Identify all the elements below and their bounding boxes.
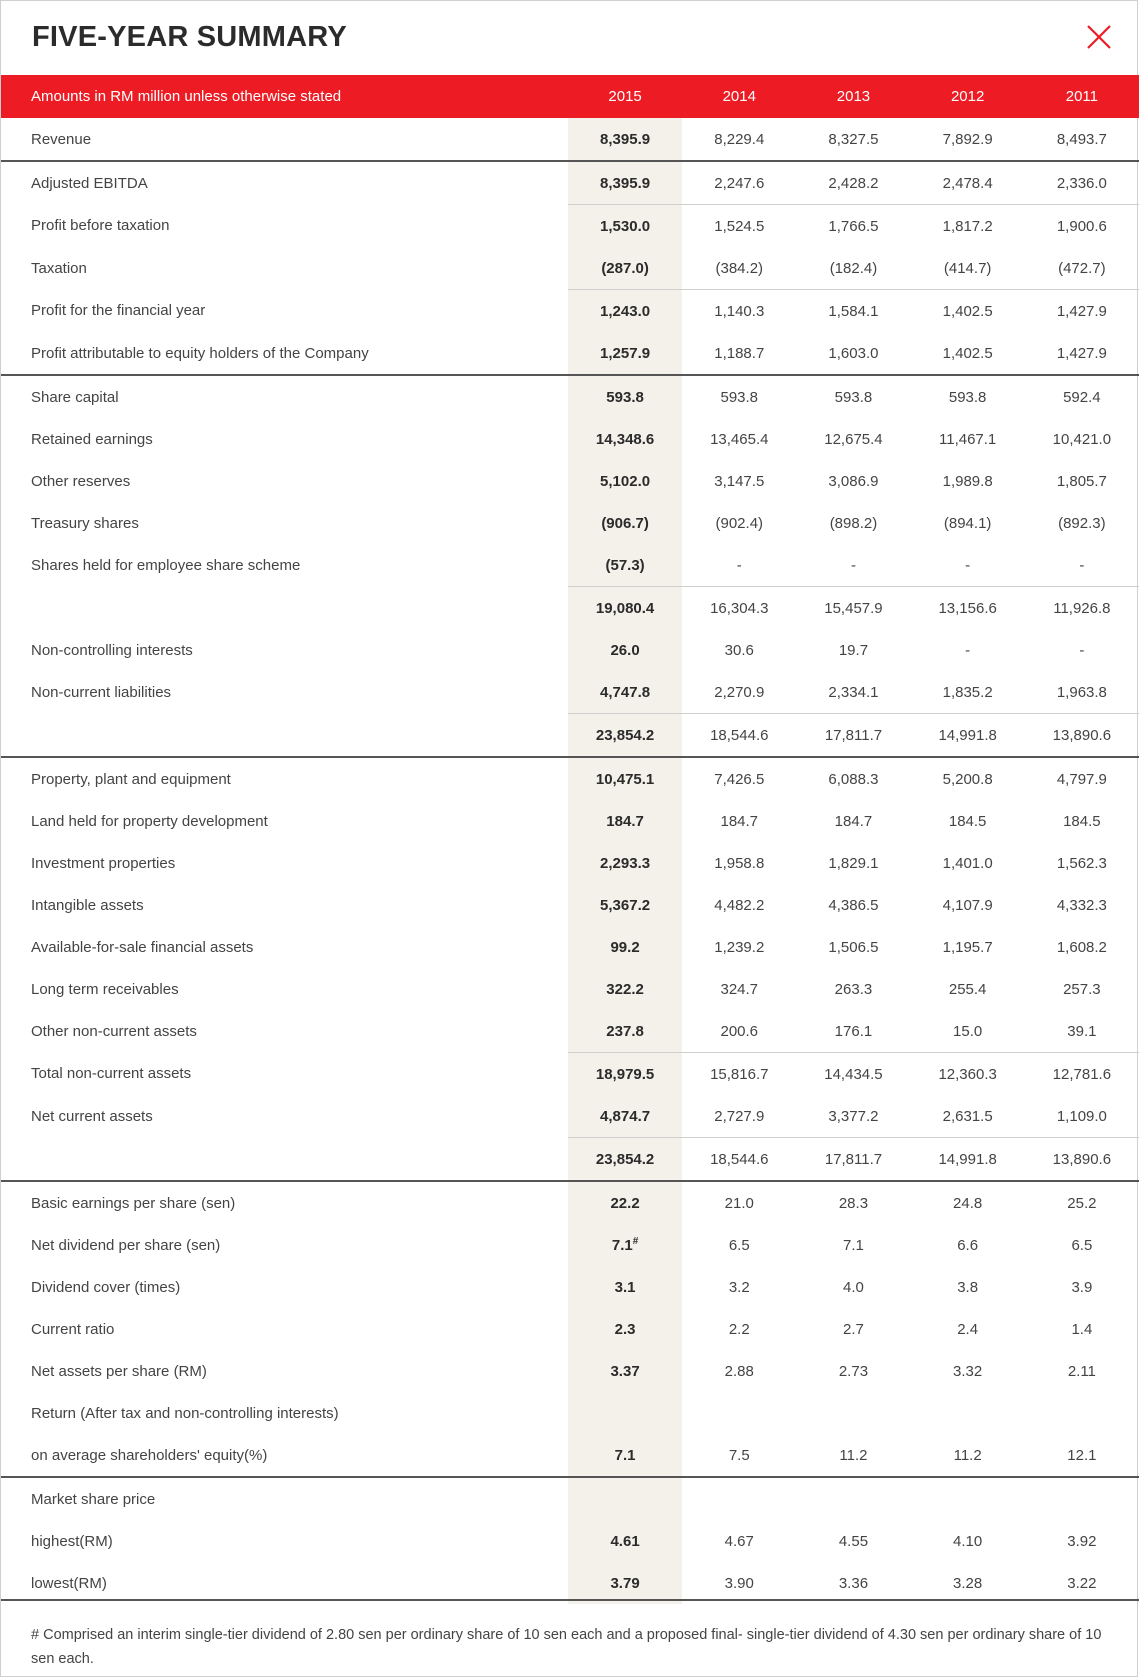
value-cell-current: (57.3): [568, 544, 682, 587]
value-cell: 17,811.7: [796, 1138, 910, 1182]
table-row: [1, 205, 1139, 248]
value-cell: 184.7: [834, 812, 873, 830]
value-cell: [911, 1477, 1025, 1520]
value-cell: 2.88: [724, 1362, 754, 1380]
value-cell: 14,991.8: [911, 1138, 1025, 1182]
row-label: Taxation: [31, 259, 87, 277]
value-cell: 176.1: [834, 1022, 873, 1040]
row-label: Revenue: [31, 130, 92, 148]
value-cell: 13,465.4: [710, 430, 769, 448]
value-cell: 6.6: [957, 1236, 979, 1254]
value-cell: 2,631.5: [942, 1107, 993, 1125]
value-cell: 4,107.9: [942, 896, 993, 914]
table-row: [1, 247, 1139, 290]
value-cell-current: 5,367.2: [568, 884, 682, 926]
value-cell: 7,426.5: [682, 757, 796, 800]
header-year: 2015: [568, 75, 682, 118]
value-cell-current: 1,243.0: [568, 290, 682, 333]
value-cell: 1,506.5: [828, 938, 879, 956]
value-cell: 1,239.2: [714, 938, 765, 956]
table-row: [1, 161, 1139, 205]
value-cell-current: 18,979.5: [568, 1053, 682, 1096]
table-row: [1, 1562, 1139, 1604]
table-row: [1, 629, 1139, 671]
footnote: # Comprised an interim single-tier dividend of 2.80 sen per ordinary share of 10 sen each and a proposed final- single-tier dividend of 4.30 sen per ordinary share of 10 sen each.: [31, 1627, 1102, 1667]
value-cell: 7,892.9: [942, 130, 993, 148]
table-row: [1, 1392, 1139, 1434]
value-cell: 1,584.1: [796, 290, 910, 333]
value-cell: 16,304.3: [682, 587, 796, 630]
value-cell: 3.92: [1067, 1532, 1097, 1550]
value-cell: 1,188.7: [714, 344, 765, 362]
value-cell: 5,200.8: [911, 757, 1025, 800]
table-row: [1, 502, 1139, 544]
row-label: lowest(RM): [31, 1574, 107, 1592]
table-row: [1, 842, 1139, 884]
table-row: [1, 1224, 1139, 1266]
value-cell: 28.3: [796, 1181, 910, 1224]
value-cell: 1,963.8: [1056, 683, 1107, 701]
table-row: [1, 1350, 1139, 1392]
row-label: [1, 1138, 568, 1182]
row-label: Market share price: [1, 1477, 568, 1520]
row-label: Shares held for employee share scheme: [31, 556, 301, 574]
value-cell: 12,360.3: [911, 1053, 1025, 1096]
value-cell: 592.4: [1025, 375, 1139, 418]
value-cell: 21.0: [682, 1181, 796, 1224]
row-label: Net current assets: [31, 1107, 153, 1125]
row-label: Net assets per share (RM): [31, 1362, 207, 1380]
row-label: Long term receivables: [31, 980, 179, 998]
value-cell: 13,156.6: [911, 587, 1025, 630]
value-cell: 200.6: [720, 1022, 759, 1040]
row-label: Adjusted EBITDA: [1, 161, 568, 205]
row-label: on average shareholders' equity(%): [31, 1446, 268, 1464]
table-row: [1, 460, 1139, 502]
value-cell: 255.4: [948, 980, 987, 998]
row-label: Profit attributable to equity holders of the Company: [31, 344, 369, 362]
value-cell: 2.73: [838, 1362, 869, 1380]
table-row: [1, 1181, 1139, 1224]
value-cell: 1,829.1: [828, 854, 879, 872]
value-cell: 19.7: [838, 641, 869, 659]
value-cell: 39.1: [1067, 1022, 1097, 1040]
table-row: [1, 118, 1139, 161]
value-cell: (384.2): [715, 259, 764, 277]
value-cell: 15,457.9: [796, 587, 910, 630]
value-cell: -: [965, 556, 971, 574]
value-cell-current: [568, 1224, 682, 1266]
value-cell-current: (287.0): [568, 247, 682, 290]
value-cell: 2,428.2: [796, 161, 910, 205]
value-cell: 1,524.5: [682, 205, 796, 248]
table-row: [1, 926, 1139, 968]
value-cell: 2.2: [728, 1320, 750, 1338]
value-cell: -: [1079, 641, 1085, 659]
value-cell: 8,229.4: [714, 130, 765, 148]
value-cell: 2,336.0: [1025, 161, 1139, 205]
value-cell: 3.28: [953, 1574, 983, 1592]
table-row: [1, 1266, 1139, 1308]
value-cell: 263.3: [834, 980, 873, 998]
row-label: Treasury shares: [31, 514, 139, 532]
value-cell: 1,401.0: [942, 854, 993, 872]
table-row: [1, 671, 1139, 714]
value-cell: 8,327.5: [828, 130, 879, 148]
value-cell-current: 237.8: [568, 1010, 682, 1053]
table-row: [1, 884, 1139, 926]
table-row: [1, 1138, 1139, 1182]
table-row: [1, 1520, 1139, 1562]
value-cell-current: 26.0: [568, 629, 682, 671]
row-label: Non-current liabilities: [31, 683, 172, 701]
value-cell: 1.4: [1071, 1320, 1093, 1338]
value-cell: (182.4): [829, 259, 878, 277]
value-cell-current: 4,874.7: [568, 1095, 682, 1138]
value-cell: -: [965, 641, 971, 659]
header-year: 2013: [796, 75, 910, 118]
value-cell: 257.3: [1063, 980, 1101, 998]
value-cell: 3.8: [957, 1278, 979, 1296]
value-cell-current: 22.2: [568, 1181, 682, 1224]
value-cell: -: [1079, 556, 1085, 574]
header-label: Amounts in RM million unless otherwise stated: [1, 75, 568, 118]
value-cell: 2,270.9: [714, 683, 765, 701]
value-cell-current: 14,348.6: [568, 418, 682, 460]
value-cell-current: 593.8: [568, 375, 682, 418]
value-cell-current: 4.61: [568, 1520, 682, 1562]
value-cell: 13,890.6: [1025, 714, 1139, 758]
value-cell: 1,402.5: [942, 344, 993, 362]
value-cell: 1,562.3: [1056, 854, 1107, 872]
value-cell-current: 23,854.2: [568, 1138, 682, 1182]
value-cell: 11,467.1: [939, 430, 997, 448]
value-cell-current: 10,475.1: [568, 757, 682, 800]
row-label: Current ratio: [31, 1320, 115, 1338]
panel-header: [1, 1, 1137, 75]
table-row: [1, 757, 1139, 800]
value-cell: 11.2: [839, 1446, 868, 1464]
value-cell: 25.2: [1025, 1181, 1139, 1224]
value-cell: 14,434.5: [796, 1053, 910, 1096]
table-row: [1, 1095, 1139, 1138]
row-label: Net dividend per share (sen): [31, 1236, 221, 1254]
table-row: [1, 375, 1139, 418]
row-label: [1, 714, 568, 758]
value-cell-current: 3.37: [568, 1350, 682, 1392]
value-cell-current: 8,395.9: [568, 161, 682, 205]
value-cell: [1025, 1392, 1139, 1434]
value-cell: (414.7): [943, 259, 992, 277]
row-label: Return (After tax and non-controlling interests): [31, 1404, 339, 1422]
value-cell: 1,140.3: [682, 290, 796, 333]
value-cell: 1,402.5: [911, 290, 1025, 333]
value-cell: 12,675.4: [824, 430, 883, 448]
value-cell: 15,816.7: [682, 1053, 796, 1096]
value-cell: 2.7: [843, 1320, 864, 1338]
value-cell: 2,478.4: [911, 161, 1025, 205]
row-label: Intangible assets: [31, 896, 144, 914]
value-cell: 4,797.9: [1025, 757, 1139, 800]
table-row: [1, 1308, 1139, 1350]
table-header-row: [1, 75, 1139, 118]
value-cell: 7.1: [843, 1236, 864, 1254]
value-cell: -: [850, 556, 856, 574]
value-cell: [796, 1392, 910, 1434]
value-cell: 8,493.7: [1056, 130, 1107, 148]
row-label: Basic earnings per share (sen): [1, 1181, 568, 1224]
value-cell: 184.7: [720, 812, 759, 830]
value-cell: [911, 1392, 1025, 1434]
value-cell: 1,805.7: [1056, 472, 1107, 490]
row-label: Property, plant and equipment: [1, 757, 568, 800]
value-cell: 1,989.8: [942, 472, 993, 490]
value-cell: 1,427.9: [1056, 344, 1107, 362]
value-cell: 2,727.9: [714, 1107, 765, 1125]
value-cell: 4,332.3: [1056, 896, 1107, 914]
value-cell: (472.7): [1058, 259, 1106, 277]
value-cell: (892.3): [1058, 514, 1106, 532]
value-cell: 4,482.2: [714, 896, 765, 914]
value-cell: 4.0: [843, 1278, 864, 1296]
value-cell: 1,817.2: [911, 205, 1025, 248]
value-cell: 4.10: [953, 1532, 983, 1550]
value-cell: 184.5: [1063, 812, 1101, 830]
row-label: Available-for-sale financial assets: [31, 938, 254, 956]
value-cell-current: 3.1: [568, 1266, 682, 1308]
value-cell-current: 8,395.9: [568, 118, 682, 161]
row-label: Total non-current assets: [31, 1065, 192, 1083]
value-cell: (898.2): [829, 514, 878, 532]
table-row: [1, 587, 1139, 630]
value-cell-current: 1,257.9: [568, 332, 682, 375]
header-year: 2012: [911, 75, 1025, 118]
value-cell: 1,427.9: [1025, 290, 1139, 333]
value-cell: 1,109.0: [1056, 1107, 1107, 1125]
table-row: [1, 332, 1139, 375]
value-cell-current: 322.2: [568, 968, 682, 1010]
value-cell-current: 1,530.0: [568, 205, 682, 248]
value-cell: 4,386.5: [828, 896, 879, 914]
value-cell: 184.5: [948, 812, 987, 830]
table-row: [1, 1053, 1139, 1096]
value-cell: 2.4: [957, 1320, 979, 1338]
value-cell-current: (906.7): [568, 502, 682, 544]
value-cell: 4.67: [724, 1532, 754, 1550]
value-cell: 1,766.5: [796, 205, 910, 248]
row-label: highest(RM): [31, 1532, 113, 1550]
value-cell: 15.0: [953, 1022, 983, 1040]
row-label: Retained earnings: [31, 430, 153, 448]
value-cell: 593.8: [911, 375, 1025, 418]
value-cell: (902.4): [715, 514, 764, 532]
table-row: [1, 1434, 1139, 1477]
value-cell: 1,603.0: [828, 344, 879, 362]
value-cell-current: 3.79: [568, 1562, 682, 1604]
value-text: 7.1: [611, 1237, 633, 1254]
value-cell: 1,195.7: [942, 938, 993, 956]
table-row: [1, 714, 1139, 758]
value-cell: 3,147.5: [714, 472, 765, 490]
row-label: Profit before taxation: [31, 217, 170, 235]
value-cell-current: 99.2: [568, 926, 682, 968]
value-cell: 2.11: [1067, 1362, 1096, 1380]
value-cell-current: 4,747.8: [568, 671, 682, 714]
value-cell-current: [568, 1477, 682, 1520]
value-cell: [796, 1477, 910, 1520]
value-cell-current: 2.3: [568, 1308, 682, 1350]
value-cell: 18,544.6: [682, 714, 796, 758]
value-cell: 14,991.8: [911, 714, 1025, 758]
value-cell: 13,890.6: [1025, 1138, 1139, 1182]
value-cell: 3.22: [1067, 1574, 1097, 1592]
value-cell-current: 7.1: [568, 1434, 682, 1477]
value-cell: 3.32: [953, 1362, 983, 1380]
value-cell: 3.36: [838, 1574, 869, 1592]
value-cell-current: 19,080.4: [568, 587, 682, 630]
value-cell: 30.6: [724, 641, 754, 659]
footnote-marker: #: [632, 1236, 639, 1247]
value-cell: 593.8: [682, 375, 796, 418]
value-cell: 7.5: [728, 1446, 750, 1464]
value-cell: 593.8: [796, 375, 910, 418]
value-cell: 12,781.6: [1025, 1053, 1139, 1096]
value-cell: 10,421.0: [1052, 430, 1112, 448]
close-icon: [1085, 23, 1113, 51]
value-cell: [682, 1477, 796, 1520]
value-cell: 1,608.2: [1056, 938, 1107, 956]
row-label: Land held for property development: [31, 812, 268, 830]
row-label: Profit for the financial year: [31, 302, 206, 320]
close-button[interactable]: [1085, 23, 1113, 51]
table-row: [1, 968, 1139, 1010]
value-cell: 3,086.9: [828, 472, 879, 490]
value-cell: 6,088.3: [796, 757, 910, 800]
row-label: [1, 587, 568, 630]
summary-table: [1, 75, 1139, 1604]
value-cell: 11.2: [953, 1446, 982, 1464]
header-year: 2014: [682, 75, 796, 118]
table-row: [1, 1010, 1139, 1053]
value-cell: 6.5: [1071, 1236, 1093, 1254]
table-row: [1, 544, 1139, 587]
value-cell: 18,544.6: [682, 1138, 796, 1182]
value-cell: 6.5: [728, 1236, 750, 1254]
value-cell-current: 5,102.0: [568, 460, 682, 502]
value-cell: 3.90: [724, 1574, 754, 1592]
value-cell: 1,900.6: [1025, 205, 1139, 248]
value-cell: 11,926.8: [1025, 587, 1139, 630]
value-cell: (894.1): [943, 514, 992, 532]
value-cell: 17,811.7: [796, 714, 910, 758]
row-label: Other non-current assets: [31, 1022, 197, 1040]
value-cell: 1,835.2: [942, 683, 993, 701]
row-label: Investment properties: [31, 854, 176, 872]
value-cell: 2,334.1: [828, 683, 879, 701]
value-cell: 3,377.2: [828, 1107, 879, 1125]
row-label: Dividend cover (times): [31, 1278, 181, 1296]
summary-table-wrap: [1, 75, 1137, 1604]
row-label: Share capital: [1, 375, 568, 418]
value-cell: 3.2: [728, 1278, 750, 1296]
value-cell: 1,958.8: [714, 854, 765, 872]
value-cell-current: [568, 1392, 682, 1434]
value-cell-current: 184.7: [568, 800, 682, 842]
value-cell: 12.1: [1067, 1446, 1097, 1464]
header-year: 2011: [1025, 75, 1139, 118]
row-label: Non-controlling interests: [31, 641, 193, 659]
value-cell: 4.55: [838, 1532, 869, 1550]
value-cell: [682, 1392, 796, 1434]
table-row: [1, 290, 1139, 333]
value-cell: 24.8: [911, 1181, 1025, 1224]
value-cell: 3.9: [1071, 1278, 1093, 1296]
value-cell-current: 2,293.3: [568, 842, 682, 884]
value-cell: -: [736, 556, 742, 574]
value-cell: 2,247.6: [682, 161, 796, 205]
table-row: [1, 800, 1139, 842]
table-body: [1, 118, 1139, 1604]
page-title: FIVE-YEAR SUMMARY: [32, 21, 347, 53]
value-cell: 324.7: [720, 980, 759, 998]
footnote-divider: [1, 1599, 1139, 1601]
row-label: Other reserves: [31, 472, 131, 490]
table-row: [1, 1477, 1139, 1520]
table-row: [1, 418, 1139, 460]
value-cell: [1025, 1477, 1139, 1520]
value-cell-current: 23,854.2: [568, 714, 682, 758]
